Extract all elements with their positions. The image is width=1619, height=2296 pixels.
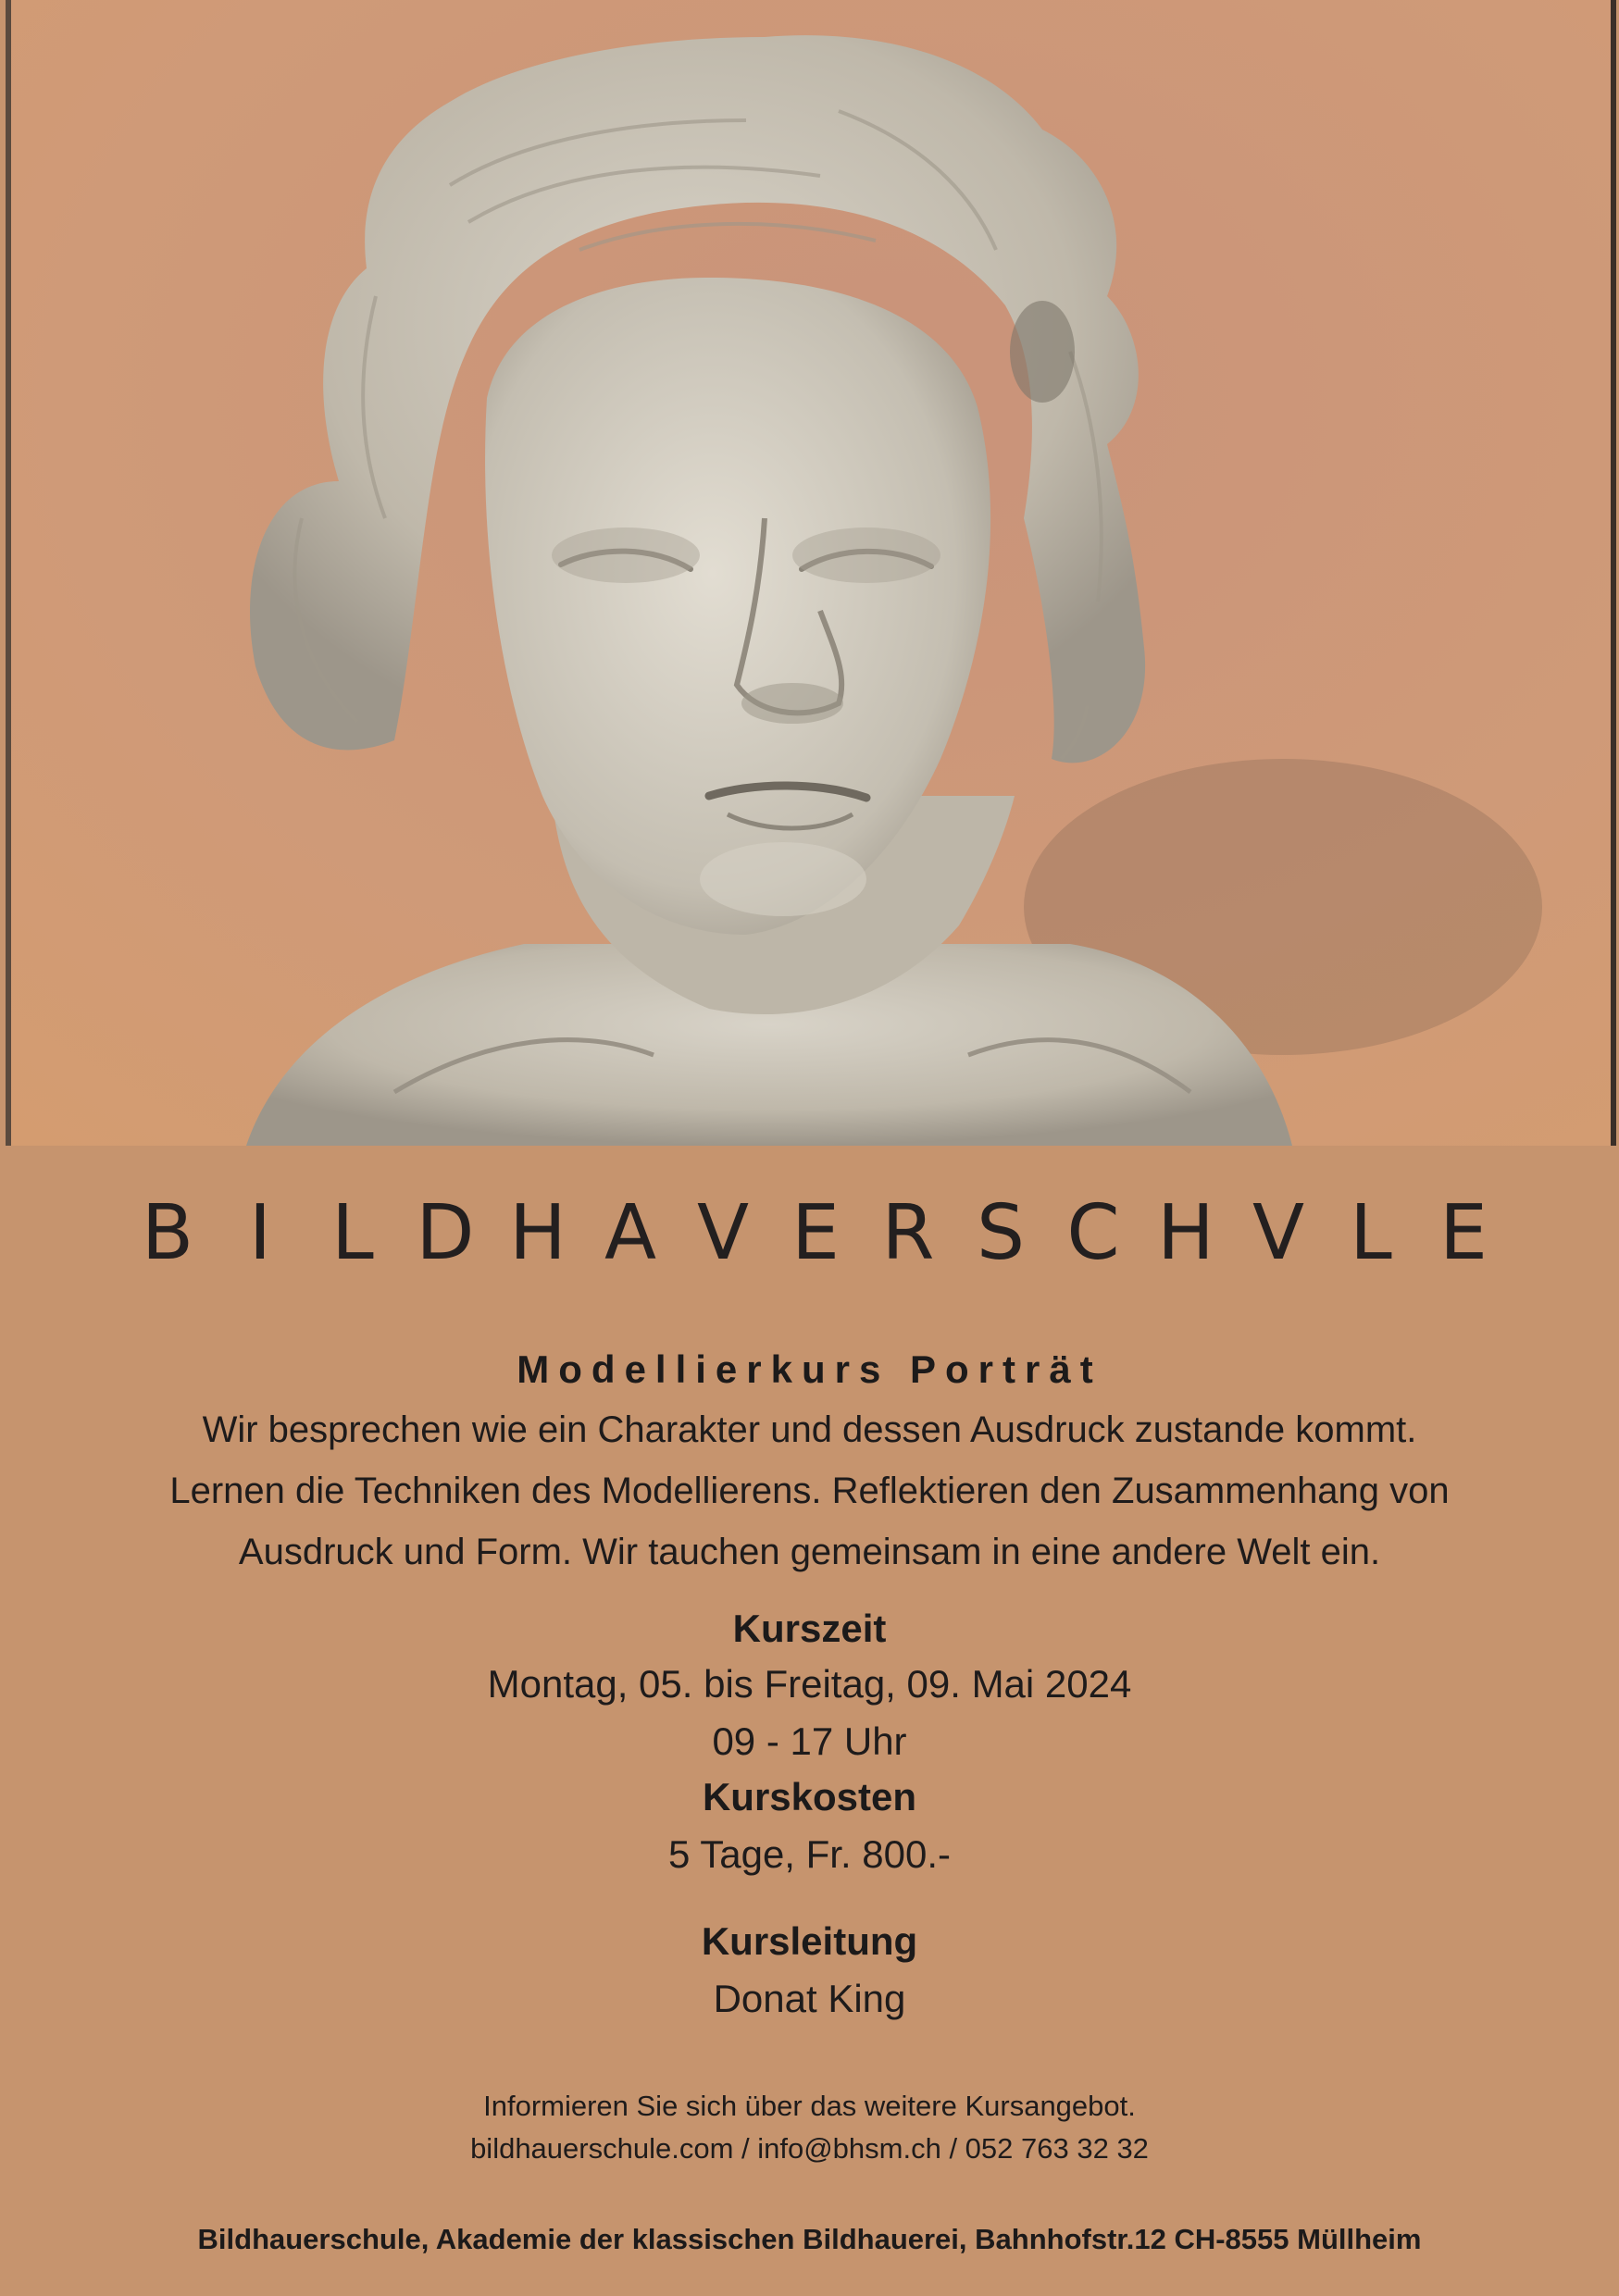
logo-letter: V xyxy=(696,1189,750,1277)
school-logo xyxy=(141,1189,1488,1277)
description-line: Lernen die Techniken des Modellierens. Reflektieren den Zusammenhang von xyxy=(169,1471,1450,1511)
logo-letter: C xyxy=(1066,1189,1120,1277)
instructor-name: Donat King xyxy=(713,1977,906,2020)
schedule-label: Kurszeit xyxy=(732,1607,887,1650)
instructor-label: Kursleitung xyxy=(701,1919,918,1963)
description-line: Wir besprechen wie ein Charakter und dessen Ausdruck zustande kommt. xyxy=(202,1409,1417,1450)
logo-letter: S xyxy=(976,1189,1026,1277)
logo-letter: H xyxy=(509,1189,567,1277)
logo-letter: V xyxy=(1252,1189,1305,1277)
contact-line[interactable]: bildhauerschule.com / info@bhsm.ch / 052 763 32 32 xyxy=(470,2132,1149,2165)
course-description xyxy=(0,1399,1619,1582)
course-title: Modellierkurs Porträt xyxy=(517,1347,1102,1391)
info-text: Informieren Sie sich über das weitere Kursangebot. xyxy=(483,2090,1136,2122)
schedule-dates: Montag, 05. bis Freitag, 09. Mai 2024 xyxy=(487,1662,1132,1706)
schedule-hours: 09 - 17 Uhr xyxy=(712,1719,907,1763)
logo-letter: H xyxy=(1157,1189,1214,1277)
logo-letter: L xyxy=(1350,1189,1392,1277)
costs-label: Kurskosten xyxy=(702,1775,917,1818)
description-line: Ausdruck und Form. Wir tauchen gemeinsam in eine andere Welt ein. xyxy=(238,1532,1381,1572)
logo-letter: E xyxy=(791,1189,840,1277)
logo-letter: A xyxy=(604,1189,657,1277)
footer-address: Bildhauerschule, Akademie der klassischen Bildhauerei, Bahnhofstr.12 CH-8555 Müllheim xyxy=(197,2223,1422,2255)
logo-letter: R xyxy=(881,1189,935,1277)
logo-letter: E xyxy=(1439,1189,1488,1277)
sculpture-photo xyxy=(6,0,1616,1146)
logo-letter: I xyxy=(248,1189,272,1277)
costs-value: 5 Tage, Fr. 800.- xyxy=(667,1832,952,1876)
logo-letter: D xyxy=(416,1189,475,1277)
logo-letter: B xyxy=(141,1189,194,1277)
logo-letter: L xyxy=(331,1189,374,1277)
